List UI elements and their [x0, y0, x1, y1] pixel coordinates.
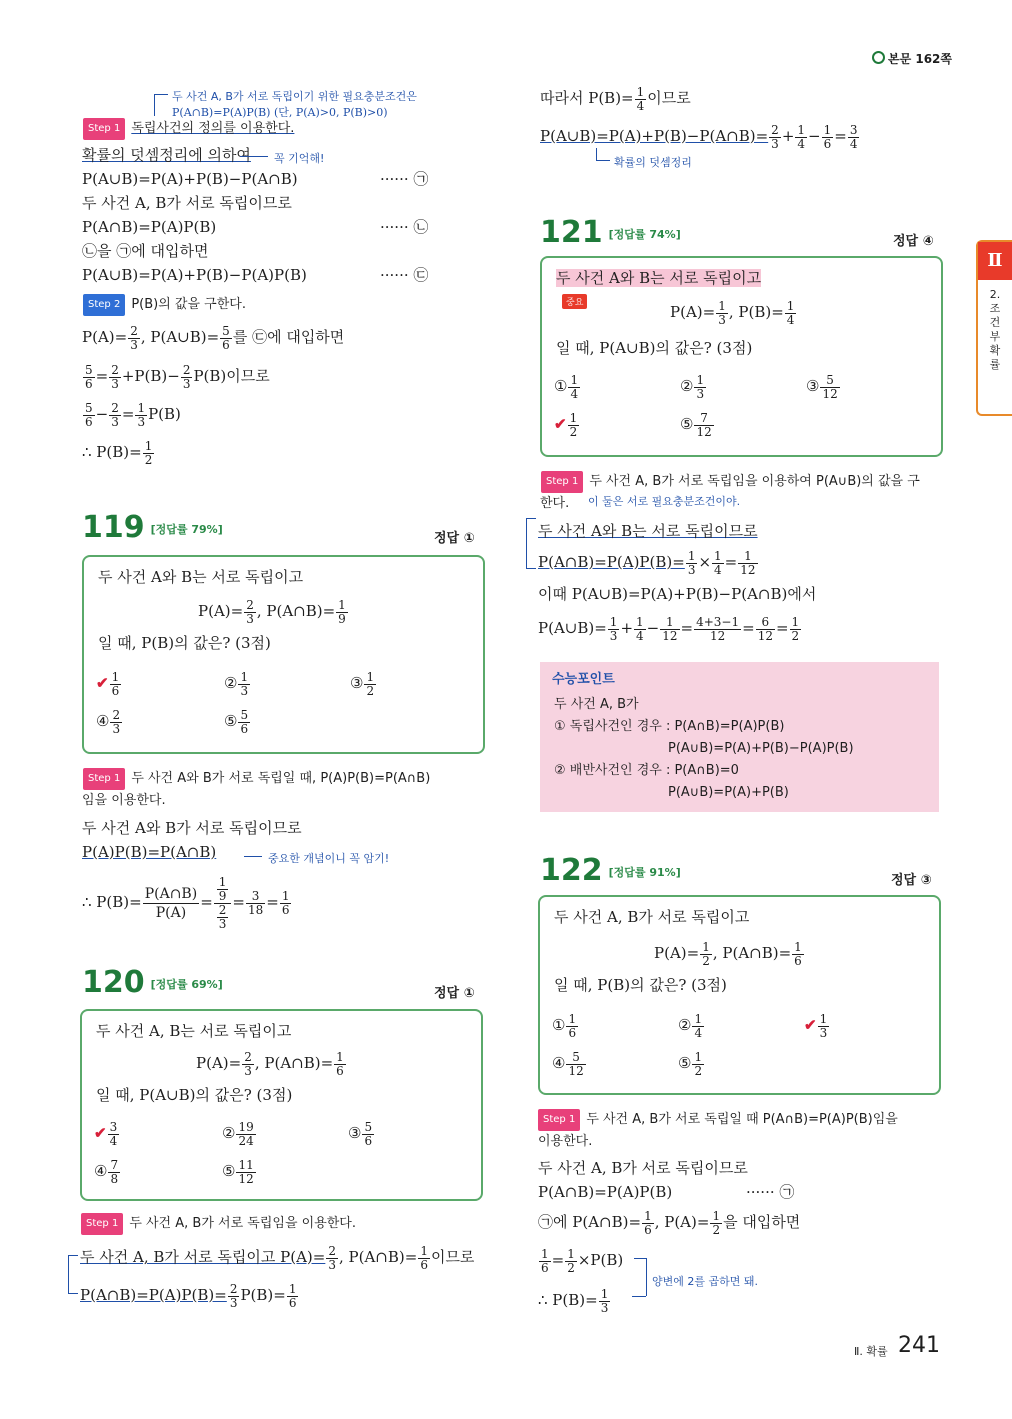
exam-point-3: P(A∪B)=P(A)+P(B)−P(A)P(B)	[668, 741, 854, 756]
q119-step: Step 1 두 사건 A와 B가 서로 독립일 때, P(A)P(B)=P(A∩B)	[83, 768, 430, 790]
page-number: 241	[898, 1333, 940, 1358]
note-connector-h	[154, 94, 168, 95]
q121-option-2[interactable]: ② $\frac{1}{3}$	[680, 372, 705, 401]
q120-text-2: P(A)= $\frac{2}{3}$ , P(A∩B)= $\frac{1}{6}$	[196, 1049, 344, 1078]
check-icon: ✔	[96, 674, 109, 692]
right-line-2: P(A∪B)=P(A)+P(B)−P(A∩B)= $\frac{2}{3}$ + $\frac{1}{4}$ − $\frac{1}{6}$ = $\frac{3}{4}$	[540, 122, 858, 151]
q121-step-2: 한다.	[540, 496, 570, 511]
q119-option-2[interactable]: ② $\frac{1}{3}$	[224, 669, 249, 698]
exam-point-5: P(A∪B)=P(A)+P(B)	[668, 785, 789, 800]
check-icon: ✔	[94, 1124, 107, 1142]
remember-note: 꼭 기억해!	[274, 152, 325, 165]
q122-option-2[interactable]: ② $\frac{1}{4}$	[678, 1011, 703, 1040]
q120-connector	[68, 1255, 69, 1293]
q122-sol-4: $\frac{1}{6}$ = $\frac{1}{2}$ ×P(B)	[541, 1246, 624, 1275]
q121-box	[540, 256, 943, 457]
q120-connector-h2	[68, 1293, 78, 1294]
q119-box	[82, 555, 485, 754]
page-ref: 본문 162쪽	[872, 50, 952, 67]
q120-connector-h	[68, 1255, 78, 1256]
q119-sol-1: 두 사건 A와 B가 서로 독립이므로	[82, 819, 302, 837]
chapter-tab	[976, 240, 1012, 416]
q122-option-1[interactable]: ① $\frac{1}{6}$	[552, 1011, 577, 1040]
left-line-8: $\frac{5}{6}$ = $\frac{2}{3}$ +P(B)− $\frac{2}{3}$ P(B)이므로	[85, 362, 270, 391]
q120-option-3[interactable]: ③ $\frac{5}{6}$	[348, 1119, 373, 1148]
q121-text-1: 두 사건 A와 B는 서로 독립이고	[556, 269, 762, 287]
left-line-7: P(A)= $\frac{2}{3}$ , P(A∪B)= $\frac{5}{6}$ 를 ㉢에 대입하면	[82, 323, 345, 352]
arrow-line	[596, 160, 610, 161]
q121-sol-4: P(A∪B)= $\frac{1}{3}$ + $\frac{1}{4}$ − $\frac{1}{12}$ = $\frac{4+3-1}{12}$ = $\frac{6}{12}$ = $\frac{1}{2}$	[538, 614, 800, 643]
q122-connector-h	[634, 1258, 646, 1259]
q119-note: 중요한 개념이니 꼭 암기!	[268, 852, 390, 865]
note-independence: 두 사건 A, B가 서로 독립이기 위한 필요충분조건은	[172, 90, 417, 103]
tag-3: ······ ㉢	[380, 266, 429, 284]
q121-option-1[interactable]: ① $\frac{1}{4}$	[554, 372, 579, 401]
circle-icon	[872, 51, 885, 64]
q122-text-1: 두 사건 A, B가 서로 독립이고	[554, 908, 750, 926]
tag-1: ······ ㉠	[380, 170, 429, 188]
q122-sol-5: ∴ P(B)= $\frac{1}{3}$	[538, 1286, 609, 1315]
check-icon: ✔	[554, 415, 567, 433]
q119-answer: 정답 ①	[434, 531, 475, 546]
step2-tag: Step 2	[83, 294, 125, 316]
q121-step: Step 1 두 사건 A, B가 서로 독립임을 이용하여 P(A∪B)의 값을 구	[541, 471, 920, 493]
q119-text-2: P(A)= $\frac{2}{3}$ , P(A∩B)= $\frac{1}{9}$	[198, 597, 346, 626]
q122-option-4[interactable]: ④ $\frac{5}{12}$	[552, 1049, 584, 1078]
q119-sol-2: P(A)P(B)=P(A∩B)	[82, 843, 217, 861]
footer-section: Ⅱ. 확률	[854, 1345, 888, 1358]
q122-text-3: 일 때, P(B)의 값은? (3점)	[554, 976, 727, 994]
exam-point-4: ② 배반사건인 경우 : P(A∩B)=0	[554, 763, 739, 778]
q122-sol-2: P(A∩B)=P(A)P(B)	[538, 1183, 673, 1201]
q122-option-5[interactable]: ⑤ $\frac{1}{2}$	[678, 1049, 703, 1078]
left-line-4: P(A∩B)=P(A)P(B)	[82, 218, 217, 236]
q122-option-3[interactable]: ✔ $\frac{1}{3}$	[804, 1011, 828, 1040]
left-line-3: 두 사건 A, B가 서로 독립이므로	[82, 194, 292, 212]
addition-rule-note: 확률의 덧셈정리	[614, 156, 692, 169]
q121-text-3: 일 때, P(A∪B)의 값은? (3점)	[556, 339, 753, 357]
step1-line: Step 1 독립사건의 정의를 이용한다.	[83, 118, 294, 140]
q120-box	[80, 1009, 483, 1201]
q120-answer: 정답 ①	[434, 986, 475, 1001]
q119-option-1[interactable]: ✔ $\frac{1}{6}$	[96, 669, 120, 698]
q120-option-1[interactable]: ✔ $\frac{3}{4}$	[94, 1119, 118, 1148]
q120-text-3: 일 때, P(A∪B)의 값은? (3점)	[96, 1086, 293, 1104]
left-line-2: P(A∪B)=P(A)+P(B)−P(A∩B)	[82, 170, 298, 188]
left-line-6: P(A∪B)=P(A)+P(B)−P(A)P(B)	[82, 266, 307, 284]
q121-option-3[interactable]: ③ $\frac{5}{12}$	[806, 372, 838, 401]
tag-2: ······ ㉡	[380, 218, 429, 236]
q119-sol-3: ∴ P(B)= $\frac{P(A\cap B)}{P(A)}$ = $\frac{\frac{1}{9}}{\frac{2}{3}}$ = $\frac{3}{18}$ = $\frac{1}{6}$	[82, 874, 290, 931]
important-badge: 중요	[562, 294, 587, 309]
q121-number: 121 [정답률 74%]	[540, 215, 681, 250]
q121-step-note: 이 둘은 서로 필요충분조건이야.	[588, 495, 741, 508]
note-independence-formula: P(A∩B)=P(A)P(B) (단, P(A)>0, P(B)>0)	[172, 106, 388, 119]
left-line-10: ∴ P(B)= $\frac{1}{2}$	[82, 438, 153, 467]
chapter-number: Ⅱ	[978, 242, 1012, 280]
left-line-5: ㉡을 ㉠에 대입하면	[82, 242, 209, 260]
exam-point-2: ① 독립사건인 경우 : P(A∩B)=P(A)P(B)	[554, 719, 785, 734]
q121-sol-1: 두 사건 A와 B는 서로 독립이므로	[538, 522, 758, 540]
q122-note: 양변에 2를 곱하면 돼.	[652, 1275, 758, 1288]
q121-sol-3: 이때 P(A∪B)=P(A)+P(B)−P(A∩B)에서	[538, 585, 817, 603]
q119-option-4[interactable]: ④ $\frac{2}{3}$	[96, 707, 121, 736]
q121-connector-h	[526, 518, 536, 519]
chapter-title: 2.조건부확률	[989, 288, 1001, 371]
q120-option-4[interactable]: ④ $\frac{7}{8}$	[94, 1157, 119, 1186]
q119-text-1: 두 사건 A와 B는 서로 독립이고	[98, 568, 304, 586]
left-line-9: $\frac{5}{6}$ − $\frac{2}{3}$ = $\frac{1}{3}$ P(B)	[85, 400, 181, 429]
q122-step-2: 이용한다.	[538, 1134, 593, 1149]
q119-step-2: 임을 이용한다.	[82, 793, 166, 808]
q122-tag-1: ······ ㉠	[746, 1183, 795, 1201]
q121-sol-2: P(A∩B)=P(A)P(B)= $\frac{1}{3}$ × $\frac{1}{4}$ = $\frac{1}{12}$	[538, 548, 756, 577]
q122-box	[538, 895, 941, 1095]
q121-answer: 정답 ④	[893, 234, 934, 249]
arrow-line	[240, 156, 268, 157]
q120-text-1: 두 사건 A, B는 서로 독립이고	[96, 1022, 292, 1040]
arrow-line	[244, 856, 262, 857]
q120-option-2[interactable]: ② $\frac{19}{24}$	[222, 1119, 254, 1148]
right-line-1: 따라서 P(B)= $\frac{1}{4}$ 이므로	[540, 84, 691, 113]
left-line-1: 확률의 덧셈정리에 의하여	[82, 146, 251, 164]
arrow-connector	[596, 148, 597, 160]
step2-line: Step 2 P(B)의 값을 구한다.	[83, 294, 246, 316]
q122-text-2: P(A)= $\frac{1}{2}$ , P(A∩B)= $\frac{1}{6}$	[654, 939, 802, 968]
q121-text-2: P(A)= $\frac{1}{3}$ , P(B)= $\frac{1}{4}$	[670, 298, 795, 327]
q120-sol-1: 두 사건 A, B가 서로 독립이고 P(A)= $\frac{2}{3}$ , P(A∩B)= $\frac{1}{6}$ 이므로	[80, 1243, 475, 1272]
q121-option-4[interactable]: ✔ $\frac{1}{2}$	[554, 410, 578, 439]
q119-option-3[interactable]: ③ $\frac{1}{2}$	[350, 669, 375, 698]
q122-number: 122 [정답률 91%]	[540, 853, 681, 888]
exam-point-title: 수능포인트	[552, 672, 615, 687]
q122-sol-3: ㉠에 P(A∩B)= $\frac{1}{6}$ , P(A)= $\frac{1}{2}$ 을 대입하면	[538, 1208, 801, 1237]
exam-point-1: 두 사건 A, B가	[554, 697, 639, 712]
check-icon: ✔	[804, 1016, 817, 1034]
q121-option-5[interactable]: ⑤ $\frac{7}{12}$	[680, 410, 712, 439]
q122-step: Step 1 두 사건 A, B가 서로 독립일 때 P(A∩B)=P(A)P(B)임을	[538, 1109, 898, 1131]
exam-point-box	[540, 662, 939, 812]
q120-option-5[interactable]: ⑤ $\frac{11}{12}$	[222, 1157, 254, 1186]
q120-sol-2: P(A∩B)=P(A)P(B)= $\frac{2}{3}$ P(B)= $\frac{1}{6}$	[80, 1281, 297, 1310]
q122-sol-1: 두 사건 A, B가 서로 독립이므로	[538, 1159, 748, 1177]
q121-connector	[526, 518, 527, 568]
q121-connector-h2	[526, 568, 536, 569]
q119-text-3: 일 때, P(B)의 값은? (3점)	[98, 634, 271, 652]
q122-connector	[646, 1258, 647, 1296]
q119-number: 119 [정답률 79%]	[82, 510, 223, 545]
q122-connector-h2	[632, 1296, 646, 1297]
q119-option-5[interactable]: ⑤ $\frac{5}{6}$	[224, 707, 249, 736]
step1-tag: Step 1	[83, 118, 125, 140]
note-connector	[154, 94, 155, 116]
q120-step: Step 1 두 사건 A, B가 서로 독립임을 이용한다.	[81, 1213, 356, 1235]
q122-answer: 정답 ③	[891, 873, 932, 888]
q120-number: 120 [정답률 69%]	[82, 965, 223, 1000]
